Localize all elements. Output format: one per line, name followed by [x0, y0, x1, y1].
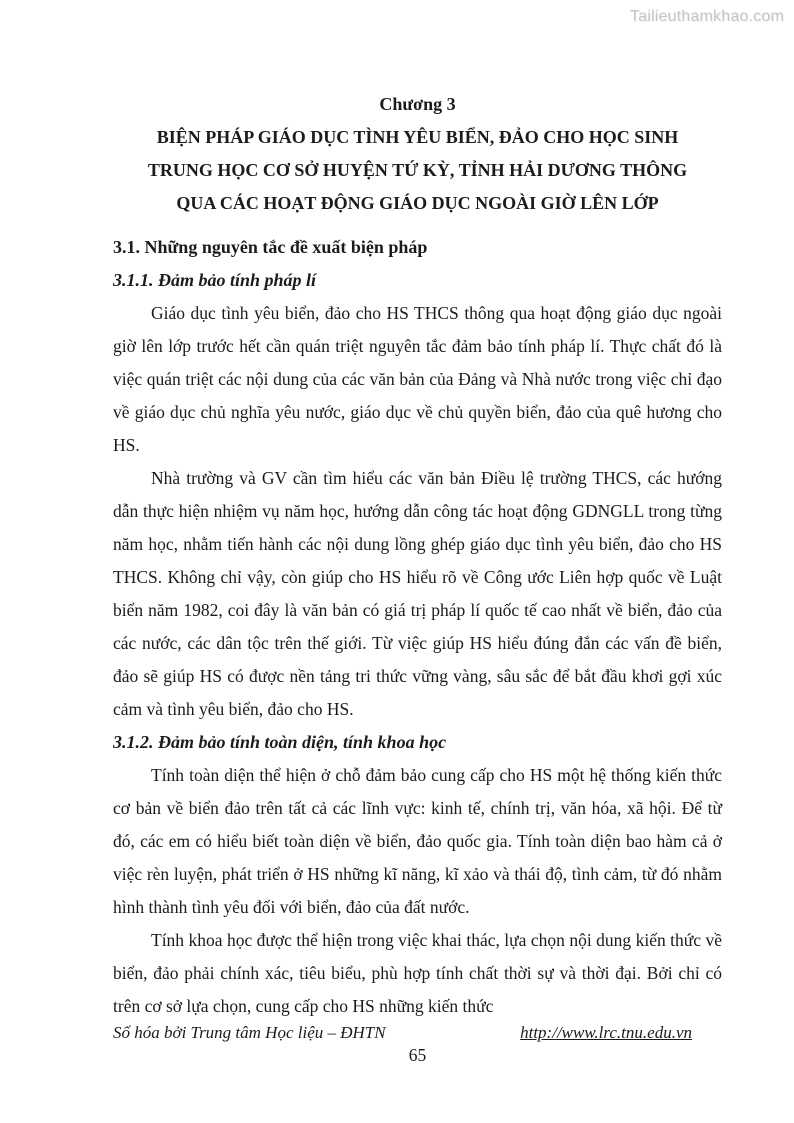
section-heading-3-1: 3.1. Những nguyên tắc đề xuất biện pháp [113, 237, 428, 257]
digitized-by-note: Số hóa bởi Trung tâm Học liệu – ĐHTN [113, 1023, 386, 1042]
paragraph-1: Giáo dục tình yêu biển, đảo cho HS THCS thông qua hoạt động giáo dục ngoài giờ lên lớp trước hết cần quán triệt nguyên tắc đảm bảo tính pháp lí. Thực chất đó là việc quán triệt các nội dung của các văn bản của Đảng và Nhà nước trong việc chỉ đạo về giáo dục chủ nghĩa yêu nước, giáo dục về chủ quyền biển, đảo của quê hương cho HS. [113, 303, 722, 455]
page-content [113, 88, 722, 1023]
chapter-label: Chương 3 [379, 94, 456, 114]
chapter-title-line-2: TRUNG HỌC CƠ SỞ HUYỆN TỨ KỲ, TỈNH HẢI DƯƠNG THÔNG [147, 160, 688, 180]
page-footer [113, 1022, 722, 1044]
paragraph-2: Nhà trường và GV cần tìm hiểu các văn bản Điều lệ trường THCS, các hướng dẫn thực hiện nhiệm vụ năm học, hướng dẫn công tác hoạt động GDNGLL trong từng năm học, nhằm tiến hành các nội dung lồng ghép giáo dục tình yêu biển, đảo cho HS THCS. Không chỉ vậy, còn giúp cho HS hiểu rõ về Công ước Liên hợp quốc về Luật biển năm 1982, coi đây là văn bản có giá trị pháp lí quốc tế cao nhất về biển, đảo của các nước, các dân tộc trên thế giới. Từ việc giúp HS hiểu đúng đắn các vấn đề biển, đảo sẽ giúp HS có được nền tảng tri thức vững vàng, sâu sắc để bắt đầu khơi gợi xúc cảm và tình yêu biển, đảo cho HS. [113, 468, 722, 719]
paragraph-3: Tính toàn diện thể hiện ở chỗ đảm bảo cung cấp cho HS một hệ thống kiến thức cơ bản về biển đảo trên tất cả các lĩnh vực: kinh tế, chính trị, văn hóa, xã hội. Để từ đó, các em có hiểu biết toàn diện về biển, đảo quốc gia. Tính toàn diện bao hàm cả ở việc rèn luyện, phát triển ở HS những kĩ năng, kĩ xảo và thái độ, tình cảm, từ đó nhằm hình thành tình yêu đối với biển, đảo của đất nước. [113, 765, 722, 917]
watermark-text: Tailieuthamkhao.com [629, 8, 784, 25]
paragraph-4: Tính khoa học được thể hiện trong việc khai thác, lựa chọn nội dung kiến thức về biển, đảo phải chính xác, tiêu biểu, phù hợp tính chất thời sự và thời đại. Bởi chỉ có trên cơ sở lựa chọn, cung cấp cho HS những kiến thức [113, 930, 722, 1016]
subsection-heading-3-1-1: 3.1.1. Đảm bảo tính pháp lí [113, 270, 317, 290]
chapter-title-line-3: QUA CÁC HOẠT ĐỘNG GIÁO DỤC NGOÀI GIỜ LÊN LỚP [176, 193, 659, 213]
library-url-link[interactable]: http://www.lrc.tnu.edu.vn [520, 1023, 692, 1042]
subsection-heading-3-1-2: 3.1.2. Đảm bảo tính toàn diện, tính khoa học [113, 732, 447, 752]
chapter-title [113, 121, 722, 220]
page-number: 65 [408, 1045, 427, 1065]
chapter-title-line-1: BIỆN PHÁP GIÁO DỤC TÌNH YÊU BIỂN, ĐẢO CHO HỌC SINH [156, 127, 679, 147]
